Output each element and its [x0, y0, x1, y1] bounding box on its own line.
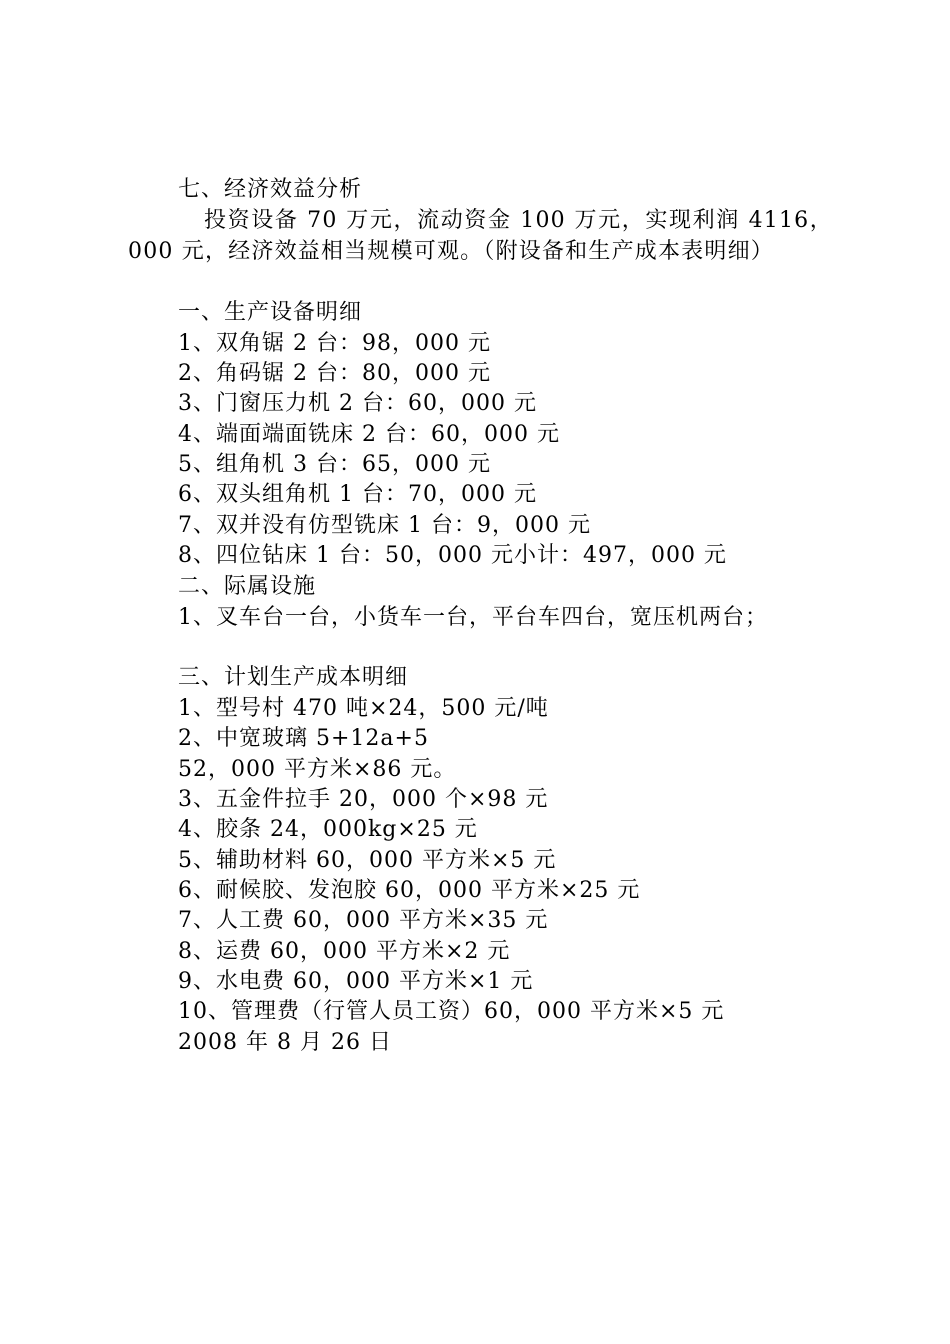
- cost-item: 3、五金件拉手 20，000 个×98 元: [178, 787, 549, 812]
- equipment-item-with-subtotal: 8、四位钻床 1 台：50，000 元小计：497，000 元: [178, 543, 727, 568]
- cost-item: 7、人工费 60，000 平方米×35 元: [178, 908, 549, 933]
- equipment-item: 7、双并没有仿型铣床 1 台：9，000 元: [178, 513, 591, 538]
- cost-item: 4、胶条 24，000kg×25 元: [178, 817, 478, 842]
- equipment-heading: 一、生产设备明细: [178, 300, 363, 325]
- equipment-item: 4、端面端面铣床 2 台：60，000 元: [178, 422, 560, 447]
- section-heading-economic-analysis: 七、经济效益分析: [178, 177, 363, 202]
- cost-item: 8、运费 60，000 平方米×2 元: [178, 939, 511, 964]
- cost-item: 52，000 平方米×86 元。: [178, 757, 457, 782]
- costs-heading: 三、计划生产成本明细: [178, 665, 409, 690]
- document-date: 2008 年 8 月 26 日: [178, 1030, 392, 1055]
- equipment-item: 5、组角机 3 台：65，000 元: [178, 452, 491, 477]
- cost-item: 1、型号村 470 吨×24，500 元/吨: [178, 696, 549, 721]
- cost-item: 5、辅助材料 60，000 平方米×5 元: [178, 848, 557, 873]
- cost-item: 2、中宽玻璃 5+12a+5: [178, 726, 429, 751]
- cost-item: 10、管理费（行管人员工资）60，000 平方米×5 元: [178, 999, 725, 1024]
- equipment-item: 3、门窗压力机 2 台：60，000 元: [178, 391, 537, 416]
- cost-item: 6、耐候胶、发泡胶 60，000 平方米×25 元: [178, 878, 641, 903]
- facilities-heading: 二、际属设施: [178, 574, 317, 599]
- cost-item: 9、水电费 60，000 平方米×1 元: [178, 969, 534, 994]
- facilities-item: 1、叉车台一台，小货车一台，平台车四台，宽压机两台；: [178, 605, 768, 630]
- equipment-item: 1、双角锯 2 台：98，000 元: [178, 331, 491, 356]
- equipment-item: 6、双头组角机 1 台：70，000 元: [178, 482, 537, 507]
- economic-analysis-paragraph: 投资设备 70 万元，流动资金 100 万元，实现利润 4116，000 元，经济效益相当规模可观。（附设备和生产成本表明细）: [128, 208, 833, 264]
- equipment-item: 2、角码锯 2 台：80，000 元: [178, 361, 491, 386]
